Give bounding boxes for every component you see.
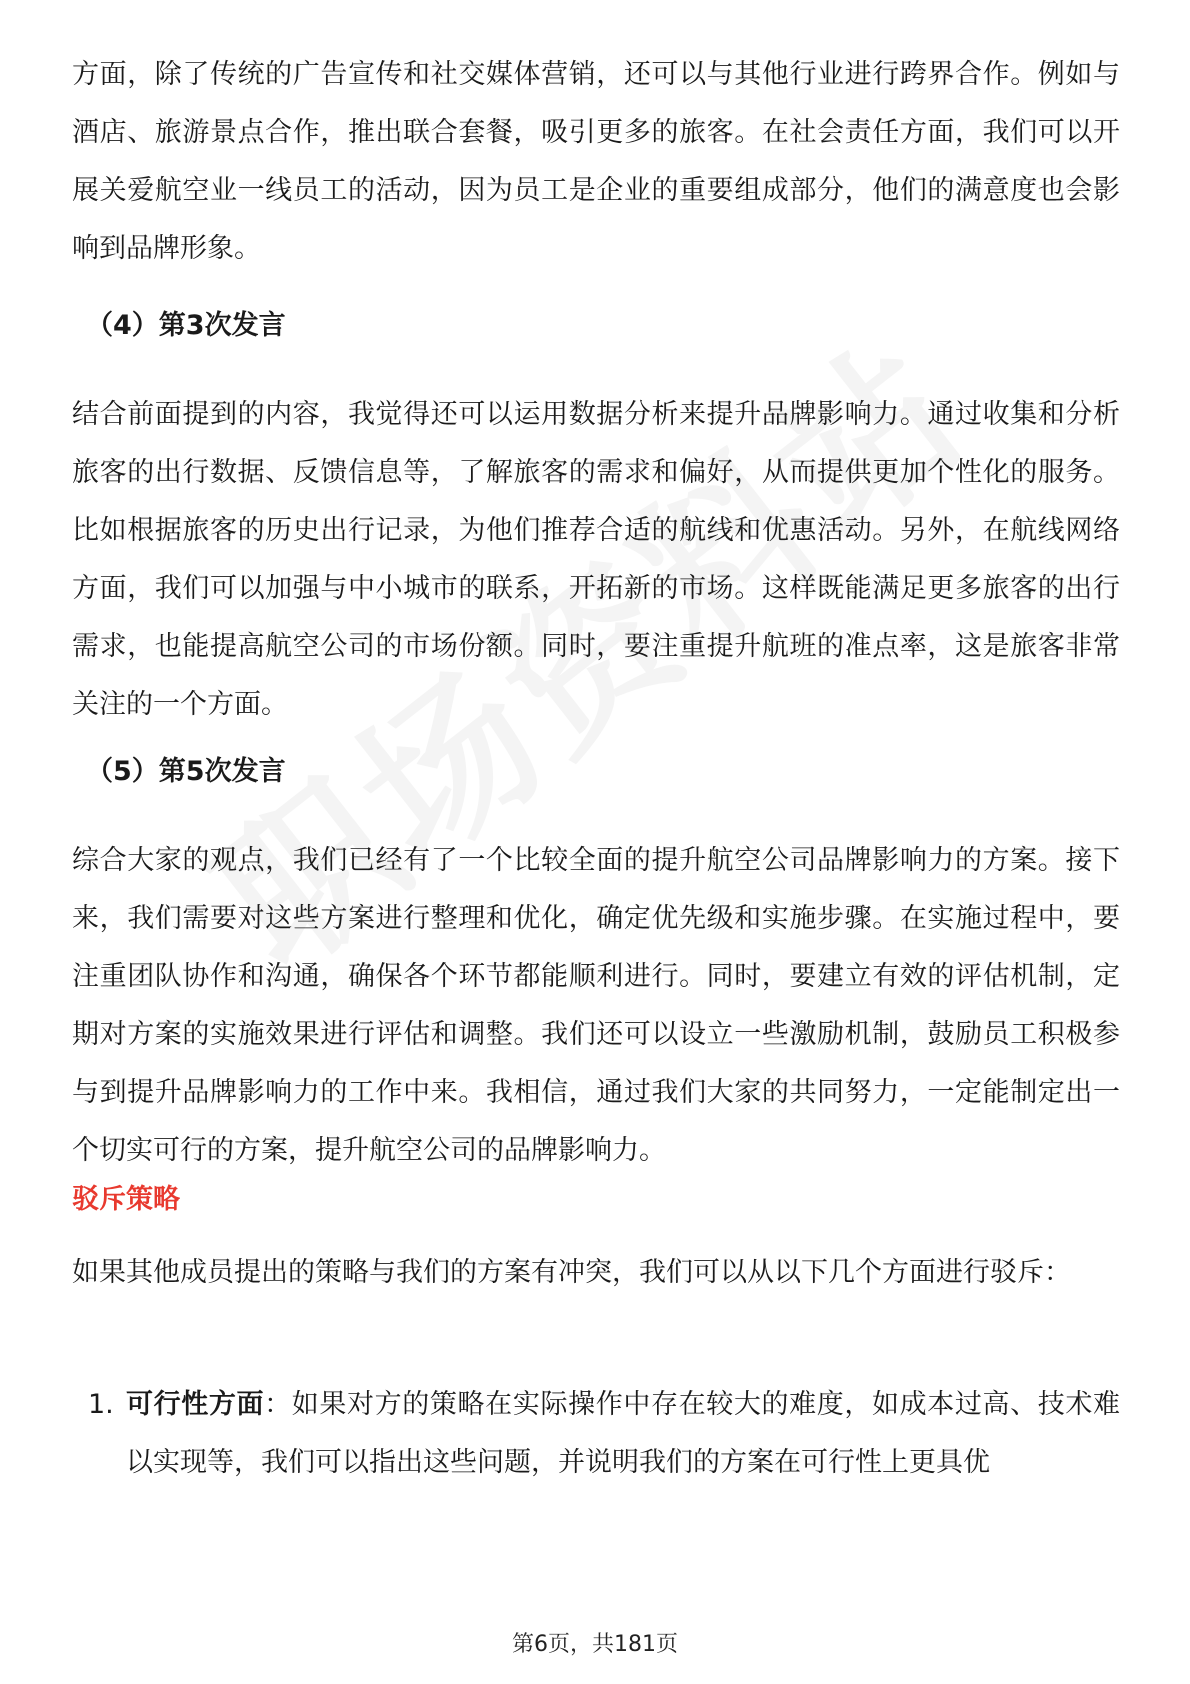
paragraph-third-speech: 结合前面提到的内容，我觉得还可以运用数据分析来提升品牌影响力。通过收集和分析旅客的出行数据、反馈信息等，了解旅客的需求和偏好，从而提供更加个性化的服务。比如根据旅客的历史出行记录，为他们推荐合适的航线和优惠活动。另外，在航线网络方面，我们可以加强与中小城市的联系，开拓新的市场。这样既能满足更多旅客的出行需求，也能提高航空公司的市场份额。同时，要注重提升航班的准点率，这是旅客非常关注的一个方面。 (72, 399, 1120, 720)
heading-fifth-speech: （5）第5次发言 (86, 756, 286, 787)
rebuttal-list (72, 1376, 1120, 1492)
list-text: ：如果对方的策略在实际操作中存在较大的难度，如成本过高、技术难以实现等，我们可以指出这些问题，并说明我们的方案在可行性上更具优 (126, 1389, 1121, 1478)
list-item (72, 1376, 1120, 1492)
paragraph-rebuttal-intro: 如果其他成员提出的策略与我们的方案有冲突，我们可以从以下几个方面进行驳斥： (72, 1257, 1071, 1288)
section-title-rebuttal: 驳斥策略 (72, 1184, 180, 1215)
paragraph-intro: 方面，除了传统的广告宣传和社交媒体营销，还可以与其他行业进行跨界合作。例如与酒店、旅游景点合作，推出联合套餐，吸引更多的旅客。在社会责任方面，我们可以开展关爱航空业一线员工的活动，因为员工是企业的重要组成部分，他们的满意度也会影响到品牌形象。 (72, 59, 1120, 264)
paragraph-fifth-speech: 综合大家的观点，我们已经有了一个比较全面的提升航空公司品牌影响力的方案。接下来，我们需要对这些方案进行整理和优化，确定优先级和实施步骤。在实施过程中，要注重团队协作和沟通，确保各个环节都能顺利进行。同时，要建立有效的评估机制，定期对方案的实施效果进行评估和调整。我们还可以设立一些激励机制，鼓励员工积极参与到提升品牌影响力的工作中来。我相信，通过我们大家的共同努力，一定能制定出一个切实可行的方案，提升航空公司的品牌影响力。 (72, 845, 1120, 1166)
list-term: 可行性方面 (126, 1389, 265, 1420)
page-footer: 第6页，共181页 (512, 1632, 678, 1657)
heading-third-speech: （4）第3次发言 (86, 310, 286, 341)
list-number: 1. (88, 1389, 114, 1420)
